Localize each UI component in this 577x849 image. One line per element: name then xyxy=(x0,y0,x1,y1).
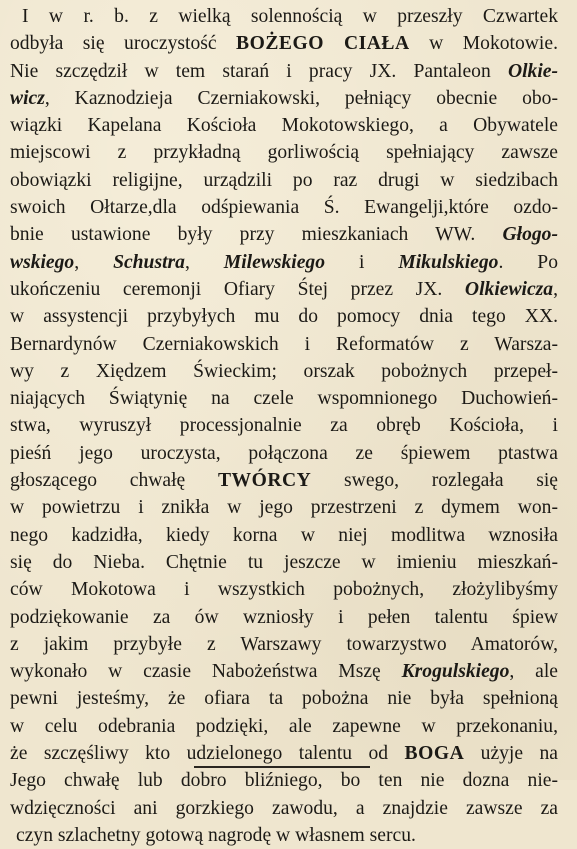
article-line xyxy=(10,194,558,221)
line-text: obowiązki religijne, urządzili po raz drugi w siedzibach xyxy=(10,169,558,191)
article-line xyxy=(10,467,558,494)
italic-name-text: Głogo- xyxy=(502,224,558,246)
article-line xyxy=(10,549,558,576)
italic-name-text: Schustra xyxy=(113,251,185,273)
line-text: z jakim przybyłe z Warszawy towarzystwo Amatorów, xyxy=(10,633,558,655)
article-line xyxy=(10,58,558,85)
italic-name-text: Milewskiego xyxy=(223,251,326,273)
article-line xyxy=(10,30,558,57)
news-article xyxy=(10,3,558,849)
article-line xyxy=(10,604,558,631)
line-text: wiązki Kapelana Kościoła Mokotowskiego, a Obywatele xyxy=(10,115,558,137)
article-line xyxy=(10,522,558,549)
line-text: , xyxy=(553,278,558,300)
article-line xyxy=(10,494,558,521)
article-line xyxy=(10,85,558,112)
emphasized-caps-text: TWÓRCY xyxy=(217,470,312,492)
article-line xyxy=(10,412,558,439)
article-line xyxy=(10,331,558,358)
italic-name-text: Olkie- xyxy=(507,60,558,82)
line-text: pewni jesteśmy, że ofiara ta pobożna nie była spełnioną xyxy=(10,688,558,710)
italic-name-text: wskiego xyxy=(10,251,75,273)
line-text: Nie szczędził w tem starań i pracy JX. Pantaleon xyxy=(10,60,508,82)
line-text: swego, rozlegała się xyxy=(311,470,558,492)
article-line xyxy=(10,276,558,303)
emphasized-caps-text: BOGA xyxy=(404,743,465,765)
italic-name-text: Mikulskiego xyxy=(398,251,499,273)
article-line xyxy=(10,249,558,276)
article-line xyxy=(10,167,558,194)
line-text: . Po xyxy=(498,251,558,273)
article-line xyxy=(10,631,558,658)
article-line xyxy=(10,440,558,467)
line-text: w celu odebrania podzięki, ale zapewne w przekonaniu, xyxy=(10,715,558,737)
line-text: użyje na xyxy=(464,743,558,765)
line-text: odbyła się uroczystość xyxy=(10,33,237,55)
article-line xyxy=(10,112,558,139)
article-line xyxy=(10,221,558,248)
line-text: miejscowi z przykładną gorliwością spełniający zawsze xyxy=(10,142,558,164)
line-text: , Kaznodzieja Czerniakowski, pełniący obecnie obo- xyxy=(44,87,558,109)
line-text: nego kadzidła, kiedy korna w niej modlitwa wznosiła xyxy=(10,524,558,546)
line-text: bnie ustawione były przy mieszkaniach WW. xyxy=(10,224,503,246)
line-text: niających Świątynię na czele wspomnionego Duchowień- xyxy=(10,388,558,410)
line-text: I w r. b. z wielką solennością w przeszły Czwartek xyxy=(22,6,558,27)
line-text: w assystencji przybyłych mu do pomocy dnia tego XX. xyxy=(10,306,558,328)
article-line xyxy=(10,795,558,822)
line-text: czyn szlachetny gotową nagrodę w własnem sercu. xyxy=(16,824,416,846)
article-line xyxy=(10,740,558,767)
article-line xyxy=(10,139,558,166)
article-line xyxy=(10,358,558,385)
line-text: wdzięczności ani gorzkiego zawodu, a znajdzie zawsze za xyxy=(10,797,558,819)
line-text: się do Nieba. Chętnie tu jeszcze w imieniu mieszkań- xyxy=(10,551,558,573)
italic-name-text: Olkiewicza xyxy=(464,278,554,300)
article-line xyxy=(10,822,558,849)
emphasized-caps-text: BOŻEGO CIAŁA xyxy=(236,33,410,55)
line-text: wykonało w czasie Nabożeństwa Mszę xyxy=(10,661,402,683)
line-text: , xyxy=(74,251,114,273)
line-text: pieśń jego uroczysta, połączona ze śpiewem ptastwa xyxy=(10,442,558,464)
italic-name-text: wicz xyxy=(10,87,45,109)
line-text: podziękowanie za ów wzniosły i pełen talentu śpiew xyxy=(10,606,558,628)
line-text: ukończeniu ceremonji Ofiary Śtej przez JX. xyxy=(10,278,465,300)
article-line xyxy=(10,576,558,603)
article-line xyxy=(10,713,558,740)
article-line xyxy=(10,303,558,330)
article-line xyxy=(10,685,558,712)
line-text: głoszącego chwałę xyxy=(10,470,218,492)
article-line xyxy=(10,658,558,685)
line-text: Jego chwałę lub dobro bliźniego, bo ten nie dozna nie- xyxy=(10,770,558,792)
line-text: w powietrzu i znikła w jego przestrzeni z dymem won- xyxy=(10,497,558,519)
article-line xyxy=(10,767,558,794)
line-text: i xyxy=(325,251,399,273)
article-line xyxy=(10,3,558,30)
line-text: stwa, wyruszył processjonalnie za obręb Kościoła, i xyxy=(10,415,558,437)
article-line xyxy=(10,385,558,412)
line-text: , xyxy=(184,251,224,273)
line-text: ców Mokotowa i wszystkich pobożnych, złożylibyśmy xyxy=(10,579,558,601)
line-text: , ale xyxy=(509,661,558,683)
line-text: Bernardynów Czerniakowskich i Reformatów z Warsza- xyxy=(10,333,558,355)
line-text: wy z Xiędzem Świeckim; orszak pobożnych przepeł- xyxy=(10,360,558,382)
line-text: w Mokotowie. xyxy=(409,33,558,55)
section-divider-rule xyxy=(194,766,370,768)
italic-name-text: Krogulskiego xyxy=(401,661,510,683)
line-text: swoich Ołtarze,dla odśpiewania Ś. Ewangelji,które ozdo- xyxy=(10,197,558,219)
line-text: że szczęśliwy kto udzielonego talentu od xyxy=(10,743,405,765)
